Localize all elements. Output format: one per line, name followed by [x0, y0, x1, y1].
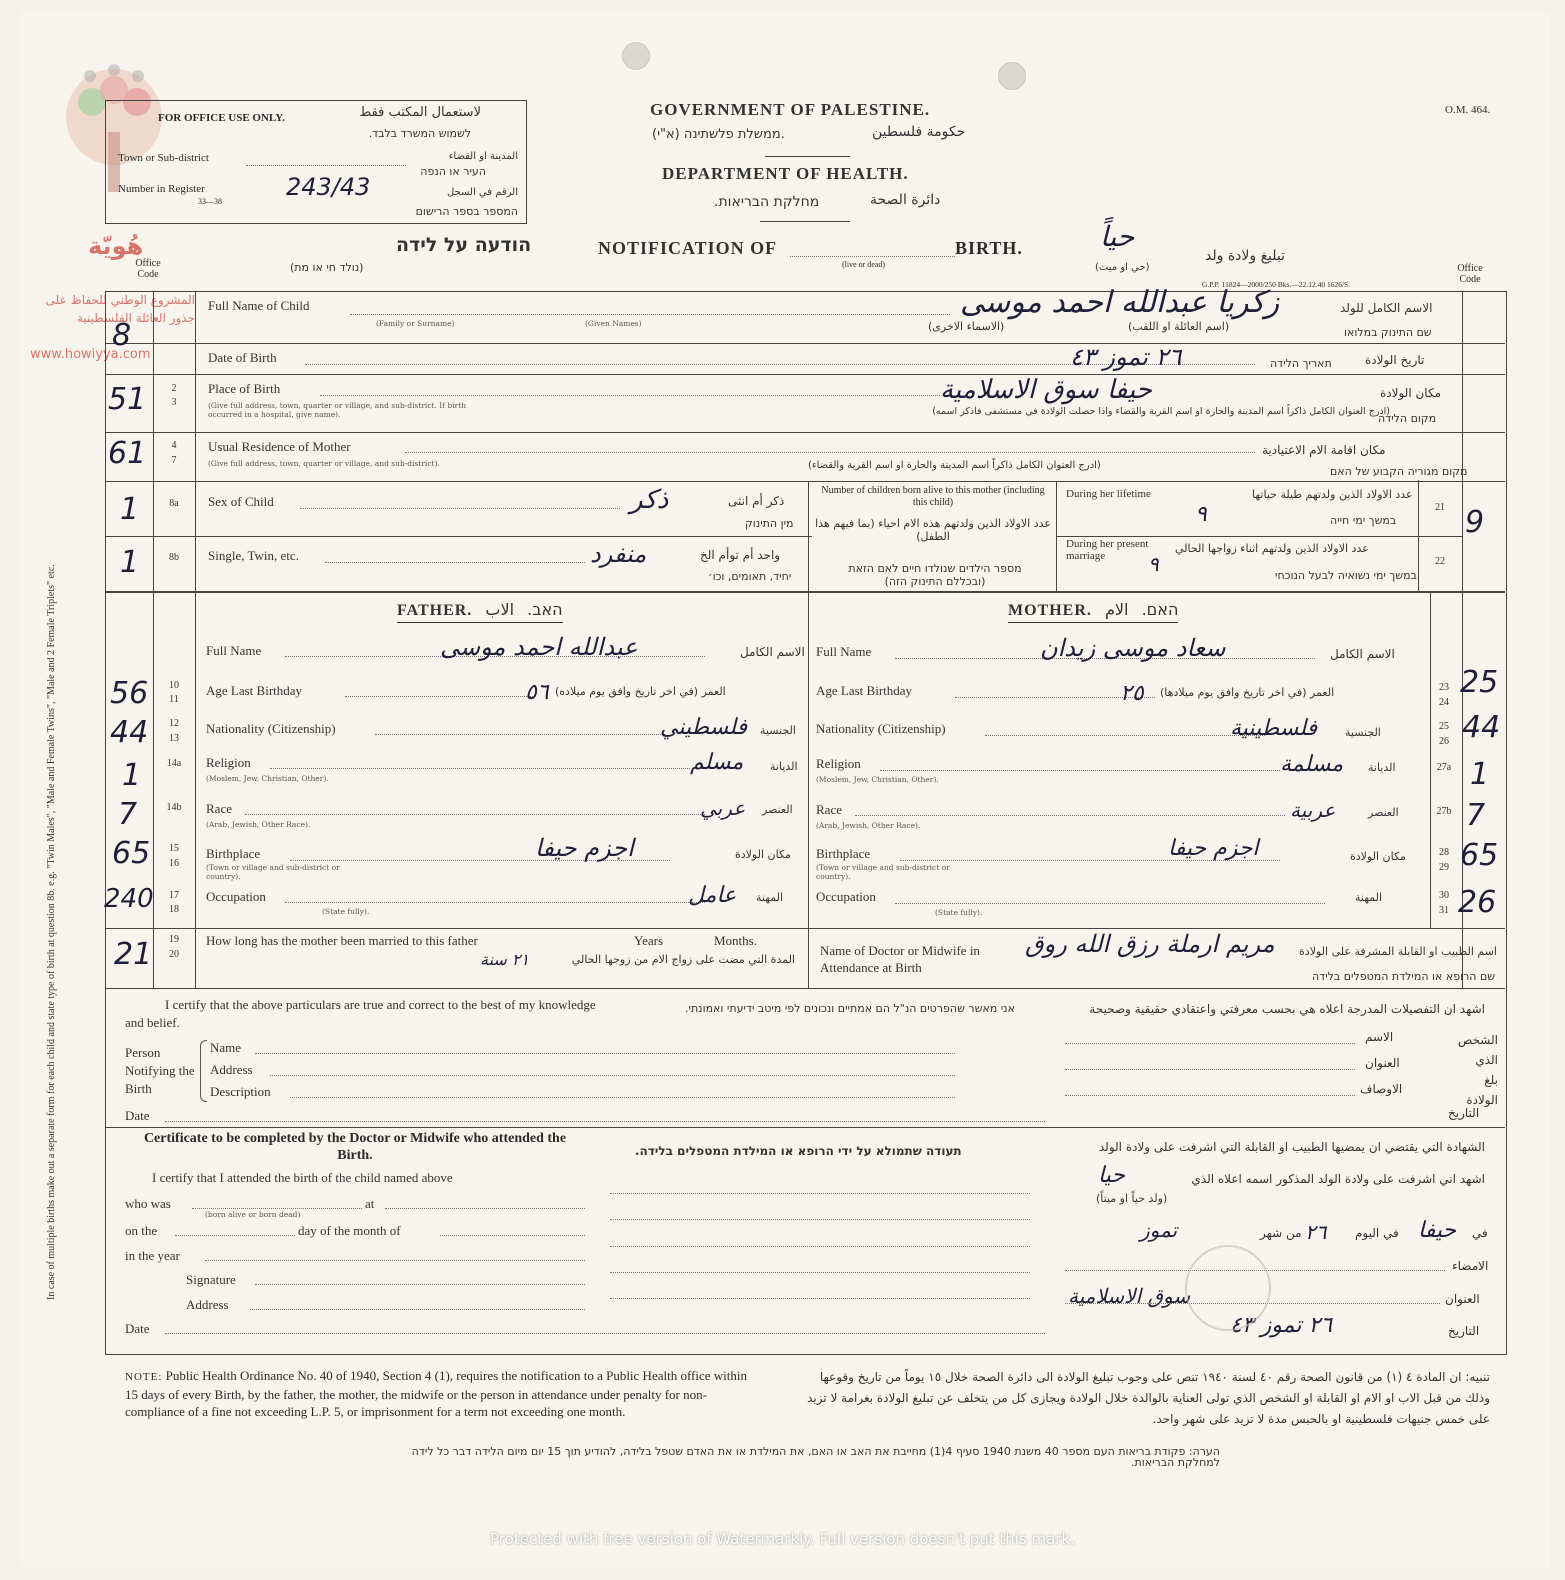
- certificate-month-value: تموز: [1140, 1218, 1178, 1242]
- code-27b: 27b: [1436, 806, 1452, 817]
- certify-date-label: Date: [125, 1108, 150, 1123]
- single-twin-value: منفرد: [590, 540, 647, 568]
- certificate-sign-ar: الامضاء: [1452, 1259, 1489, 1273]
- office-code-right: Office Code: [1457, 263, 1483, 285]
- code-18: 18: [169, 904, 179, 915]
- register-label-he: המספר בספר הרישום: [415, 205, 518, 218]
- father-nationality-label: Nationality (Citizenship): [206, 721, 336, 736]
- code-21: 21: [1435, 502, 1445, 513]
- margin-number: 56: [110, 676, 149, 711]
- sex-label-he: מין התינוק: [745, 517, 794, 530]
- print-info: G.P.P. 11824—2000/250 Bks.—22.12.40 1626/S.: [1202, 280, 1351, 289]
- father-heading-he: האב.: [527, 600, 563, 619]
- certificate-date-ar: التاريخ: [1448, 1324, 1480, 1338]
- code-23: 23: [1439, 682, 1449, 693]
- full-name-label: Full Name of Child: [208, 298, 310, 313]
- full-name-label-he: שם התינוק במלואו: [1344, 326, 1432, 339]
- certificate-title-ar: الشهادة التي يقتضي ان يمضيها الطبيب او القابلة التي اشرفت على ولادة الولد: [1098, 1140, 1485, 1154]
- father-religion-ar: الديانة: [770, 760, 798, 773]
- margin-number: 7: [118, 797, 138, 832]
- code-10: 10: [169, 680, 179, 691]
- margin-number: 26: [1458, 885, 1497, 920]
- certify-statement-he: אני מאשר שהפרטים הנ"ל הם אמתיים ונכונים לפי מיטב ידיעתי ואמונתי.: [685, 1002, 1015, 1015]
- marriage-label-he: במשך ימי נשואיה לבעל הנוכחי: [1275, 569, 1417, 582]
- mother-full-name-ar: الاسم الكامل: [1330, 647, 1395, 661]
- code-17: 17: [169, 890, 179, 901]
- mother-nationality-value: فلسطينية: [1230, 716, 1318, 741]
- code-2: 2: [171, 383, 177, 394]
- legal-note-label-ar: تنبيه:: [1465, 1370, 1490, 1384]
- notifier-name-label: Name: [210, 1040, 242, 1055]
- code-8b: 8b: [169, 552, 179, 563]
- certificate-month-ar: من شهر: [1260, 1226, 1302, 1240]
- certificate-alive-ar: (ولد حياً او ميتاً): [1096, 1192, 1168, 1205]
- town-label-ar: المدينة او القضاء: [448, 151, 518, 162]
- logo-tagline-1: المشروع الوطني للحفاظ على: [45, 293, 195, 307]
- mother-age-ar: العمر (في اخر تاريخ وافق يوم ميلادها): [1160, 686, 1335, 699]
- certify-statement-ar: اشهد ان التفصيلات المدرجة اعلاه هي بحسب معرفتي واعتقادي حقيقية وصحيحة: [1089, 1002, 1485, 1016]
- mother-age-label: Age Last Birthday: [816, 683, 913, 698]
- place-of-birth-label: Place of Birth: [208, 381, 281, 396]
- certificate-day-ar: في اليوم: [1355, 1226, 1399, 1240]
- office-use-box: [105, 100, 527, 224]
- code-8a: 8a: [169, 498, 179, 509]
- certificate-title: Certificate to be completed by the Doctor or Midwife who attended the Birth.: [143, 1131, 567, 1163]
- certificate-address: Address: [186, 1297, 229, 1312]
- father-heading-ar: الاب: [485, 600, 515, 619]
- code-20: 20: [169, 949, 179, 960]
- married-years-label: Years: [634, 933, 664, 948]
- father-religion-label: Religion: [206, 755, 251, 770]
- marriage-label-ar: عدد الاولاد الذين ولدتهم اثناء زواجها الحالي: [1175, 542, 1369, 555]
- father-heading: [397, 600, 563, 623]
- mother-birthplace-ar: مكان الولادة: [1350, 850, 1406, 863]
- doctor-label-ar: اسم الطبيب او القابلة المشرفة على الولادة: [1299, 945, 1497, 958]
- code-11: 11: [169, 694, 179, 705]
- notifier-description-label: Description: [210, 1084, 271, 1099]
- code-12: 12: [169, 718, 179, 729]
- town-label: Town or Sub-district: [118, 152, 209, 164]
- father-heading-en: FATHER.: [397, 602, 473, 619]
- logo-wordmark: هُويّة: [88, 232, 144, 260]
- mother-full-name-value: سعاد موسى زيدان: [1040, 634, 1226, 662]
- father-nationality-value: فلسطيني: [660, 715, 748, 740]
- margin-number: 61: [108, 436, 147, 471]
- father-race-value: عربي: [700, 796, 746, 820]
- mother-birthplace-value: اجزم حيفا: [1168, 836, 1259, 861]
- certificate-alive-value: حيا: [1098, 1163, 1125, 1188]
- code-26: 26: [1439, 736, 1449, 747]
- mother-occupation-hint: (State fully).: [935, 908, 983, 917]
- margin-number: 240: [104, 884, 154, 914]
- register-value: 243/43: [286, 173, 371, 201]
- family-name-hint-ar: (اسم العائلة او اللقب): [1128, 320, 1230, 333]
- father-birthplace-value: اجزم حيفا: [535, 834, 634, 862]
- father-full-name-label: Full Name: [206, 643, 262, 658]
- code-22: 22: [1435, 556, 1445, 567]
- office-use-title: FOR OFFICE USE ONLY.: [158, 112, 285, 124]
- mother-heading-ar: الام: [1104, 600, 1129, 619]
- residence-label: Usual Residence of Mother: [208, 439, 351, 454]
- notifier-person-ar: الشخص الذي بلغ الولادة: [1457, 1033, 1498, 1107]
- mother-occupation-label: Occupation: [816, 889, 876, 904]
- code-14b: 14b: [166, 802, 182, 813]
- person-notifying-label: Person Notifying the Birth: [125, 1045, 195, 1096]
- children-born-label-ar: عدد الاولاد الذين ولدتهم هذه الام احياء (بما فيهم هذا الطفل): [815, 517, 1051, 543]
- father-birthplace-hint: (Town or village and sub-district or country).: [206, 863, 340, 881]
- notification-title-he: הודעה על לידה: [396, 234, 532, 256]
- father-birthplace-label: Birthplace: [206, 846, 261, 861]
- birth-status-value: حياً: [1100, 220, 1135, 253]
- certificate-day-of: day of the month of: [298, 1223, 401, 1238]
- certificate-signature: Signature: [186, 1272, 236, 1287]
- certificate-title-he: תעודה שתמולא על ידי הרופא או המילדת המטפלים בלידה.: [635, 1144, 962, 1158]
- father-age-ar: العمر (في اخر تاريخ وافق يوم ميلاده): [555, 685, 726, 698]
- legal-note-he: הערה: פקודת בריאות העם מספר 40 משנת 1940 סעיף 4(1) מחייבת את האב או האם, את המילדת או את האדם שטפל בלידה, להודיע תוך 15 יום מיום הלידה דבר כל לידה למחלקת הבריאות.: [411, 1445, 1220, 1469]
- sex-label: Sex of Child: [208, 494, 274, 509]
- margin-number: 65: [112, 836, 151, 871]
- married-duration-value: ٢١ سنة: [480, 950, 530, 969]
- father-race-ar: العنصر: [762, 803, 793, 816]
- register-label-ar: الرقم في السجل: [446, 187, 518, 198]
- mother-nationality-label: Nationality (Citizenship): [816, 721, 946, 736]
- doctor-label: Name of Doctor or Midwife in Attendance at Birth: [820, 943, 980, 975]
- father-religion-hint: (Moslem, Jew, Christian, Other).: [206, 774, 329, 783]
- margin-number: 1: [120, 492, 140, 527]
- dob-label-ar: تاريخ الولادة: [1365, 353, 1425, 367]
- place-of-birth-hint-ar: (ادرج العنوان الكامل ذاكراً اسم المدينة والحارة او اسم القرية والقضاء واذا حصلت الولادة في مستشفى فاذكر اسمه): [932, 406, 1390, 417]
- certificate-place-value: حيفا: [1418, 1218, 1457, 1243]
- mother-heading-en: MOTHER.: [1008, 602, 1092, 619]
- certificate-born-alive-hint: (born alive or born dead): [205, 1210, 301, 1219]
- residence-hint: (Give full address, town, quarter or village, and sub-district).: [208, 459, 440, 468]
- lifetime-label-ar: عدد الاولاد الذين ولدتهم طيلة حياتها: [1252, 488, 1413, 501]
- place-of-birth-value: حيفا سوق الاسلامية: [940, 375, 1152, 405]
- margin-number: 8: [112, 318, 132, 353]
- lifetime-value: ٩: [1195, 502, 1207, 527]
- dob-label: Date of Birth: [208, 350, 277, 365]
- children-born-label-he: מספר הילדים שנולדו חיים לאם הזאת (ובכללם התינוק הזה): [848, 562, 1022, 588]
- punch-hole: [998, 62, 1026, 90]
- department-title: DEPARTMENT OF HEALTH.: [662, 164, 909, 183]
- margin-number: 44: [110, 715, 149, 750]
- place-of-birth-label-he: מקום הלידה: [1378, 412, 1437, 425]
- certificate-address-ar: العنوان: [1445, 1292, 1480, 1306]
- notification-title-ar-paren: (حي او ميت): [1095, 262, 1150, 273]
- live-or-dead-he: (נולד חי או מת): [290, 261, 364, 274]
- mother-heading-he: האם.: [1141, 600, 1179, 619]
- mother-race-hint: (Arab, Jewish, Other Race).: [816, 821, 921, 830]
- single-twin-label-he: יחיד, תאומים, וכו׳: [708, 570, 792, 583]
- child-full-name-value: زكريا عبدالله احمد موسى: [960, 285, 1280, 320]
- doctor-name-value: مريم ارملة رزق الله روق: [1025, 930, 1275, 958]
- office-use-title-ar: لاستعمال المكتب فقط: [359, 105, 481, 120]
- children-born-label: Number of children born alive to this mother (including this child): [821, 485, 1045, 508]
- marriage-value: ٩: [1148, 552, 1159, 576]
- certificate-who-was: who was: [125, 1196, 171, 1211]
- marriage-label: During her present marriage: [1066, 538, 1149, 562]
- mother-birthplace-label: Birthplace: [816, 846, 871, 861]
- sex-value: ذكر: [630, 485, 669, 515]
- code-3: 3: [171, 397, 177, 408]
- certificate-address-value: سوق الاسلامية: [1068, 1284, 1191, 1308]
- place-of-birth-hint: (Give full address, town, quarter or village, and sub-district. If birth occurred in a hospital, give name).: [208, 401, 467, 419]
- dob-label-he: תאריך הלידה: [1270, 357, 1332, 370]
- family-name-hint: (Family or Surname): [376, 319, 455, 328]
- margin-number: 1: [120, 545, 140, 580]
- certificate-on-the: on the: [125, 1223, 158, 1238]
- given-name-hint: (Given Names): [585, 319, 642, 328]
- certify-statement: I certify that the above particulars are true and correct to the best of my knowledge and belief.: [125, 997, 596, 1030]
- mother-religion-label: Religion: [816, 756, 861, 771]
- father-race-hint: (Arab, Jewish, Other Race).: [206, 820, 311, 829]
- mother-nationality-ar: الجنسية: [1345, 726, 1381, 739]
- father-full-name-ar: الاسم الكامل: [740, 645, 805, 659]
- mother-occupation-ar: المهنة: [1355, 891, 1383, 904]
- certificate-date: Date: [125, 1321, 150, 1336]
- single-twin-label-ar: واحد أم توأم الخ: [700, 548, 781, 562]
- father-nationality-ar: الجنسية: [760, 724, 796, 737]
- code-7: 7: [171, 455, 177, 466]
- government-title-ar: حكومة فلسطين: [872, 124, 966, 140]
- certificate-at: at: [365, 1196, 375, 1211]
- sex-label-ar: ذكر أم انثى: [728, 494, 785, 508]
- lifetime-label-he: במשך ימי חייה: [1330, 514, 1397, 527]
- father-age-value: ٥٦: [525, 680, 549, 705]
- form-code: O.M. 464.: [1445, 104, 1491, 116]
- office-use-title-he: לשמוש המשרד בלבד.: [368, 127, 471, 140]
- watermark-text: Protected with free version of Watermarkly. Full version doesn't put this mark.: [490, 1530, 1075, 1548]
- married-duration-label: How long has the mother been married to this father: [206, 933, 478, 948]
- code-16: 16: [169, 858, 179, 869]
- margin-number: 7: [1466, 798, 1486, 833]
- code-25: 25: [1439, 721, 1449, 732]
- notifier-name-ar: الاسم: [1365, 1030, 1394, 1044]
- code-31: 31: [1439, 905, 1449, 916]
- father-occupation-label: Occupation: [206, 889, 266, 904]
- department-title-he: מחלקת הבריאות.: [714, 194, 820, 210]
- legal-note-ar: [800, 1367, 1490, 1430]
- mother-race-ar: العنصر: [1368, 806, 1399, 819]
- mother-full-name-label: Full Name: [816, 644, 872, 659]
- live-or-dead-label: (live or dead): [842, 260, 886, 269]
- margin-number: 65: [1460, 838, 1499, 873]
- certify-date-ar: التاريخ: [1448, 1106, 1480, 1120]
- code-19: 19: [169, 934, 179, 945]
- given-name-hint-ar: (الاسماء الاخرى): [928, 320, 1005, 333]
- government-title: GOVERNMENT OF PALESTINE.: [650, 100, 931, 119]
- residence-label-ar: مكان اقامة الام الاعتيادية: [1262, 443, 1386, 457]
- code-24: 24: [1439, 697, 1449, 708]
- father-race-label: Race: [206, 801, 232, 816]
- father-age-label: Age Last Birthday: [206, 683, 303, 698]
- mother-religion-hint: (Moslem, Jew, Christian, Other).: [816, 775, 939, 784]
- margin-number: 21: [114, 937, 153, 972]
- father-occupation-hint: (State fully).: [322, 907, 370, 916]
- code-29: 29: [1439, 862, 1449, 873]
- single-twin-label: Single, Twin, etc.: [208, 548, 299, 563]
- margin-number: 25: [1460, 665, 1499, 700]
- margin-number: 1: [122, 758, 142, 793]
- place-of-birth-label-ar: مكان الولادة: [1380, 386, 1442, 400]
- certificate-date-value: ٢٦ تموز ٤٣: [1230, 1313, 1333, 1338]
- certificate-day-value: ٢٦: [1305, 1220, 1327, 1244]
- margin-number: 44: [1462, 710, 1501, 745]
- town-label-he: העיר או הנפה: [420, 165, 486, 178]
- punch-hole: [622, 42, 650, 70]
- office-code-left: Office Code: [135, 258, 161, 280]
- legal-note-label: NOTE:: [125, 1371, 163, 1383]
- logo-url: www.howiyya.com: [30, 347, 151, 362]
- notifier-desc-ar: الاوصاف: [1360, 1082, 1403, 1096]
- mother-birthplace-hint: (Town or village and sub-district or country).: [816, 863, 950, 881]
- notifier-address-label: Address: [210, 1062, 253, 1077]
- residence-label-he: מקום מגוריה הקבוע של האם: [1330, 465, 1468, 478]
- code-14a: 14a: [166, 758, 182, 769]
- official-seal-stamp: [1185, 1245, 1271, 1331]
- residence-hint-ar: (ادرج العنوان الكامل ذاكراً اسم المدينة والحارة او اسم القرية والقضاء): [808, 460, 1101, 471]
- father-occupation-value: عامل: [688, 883, 737, 908]
- code-15: 15: [169, 843, 179, 854]
- code-13: 13: [169, 733, 179, 744]
- margin-number: 51: [108, 382, 147, 417]
- father-religion-value: مسلم: [690, 750, 744, 775]
- legal-note-text: Public Health Ordinance No. 40 of 1940, Section 4 (1), requires the notification to a Public Health office within 15 days of every Birth, by the father, the mother, the midwife or the person in attendance under penalty for non-compliance of a fine not exceeding L.P. 5, or imprisonment for a term not exceeding one month.: [125, 1368, 748, 1419]
- mother-race-value: عربية: [1290, 798, 1336, 822]
- government-title-he: ממשלת פלשתינה (א"י).: [652, 127, 785, 142]
- lifetime-label: During her lifetime: [1066, 488, 1151, 500]
- code-27a: 27a: [1436, 762, 1452, 773]
- logo-tagline-2: جذور العائلة الفلسطينية: [77, 311, 195, 325]
- certificate-year: in the year: [125, 1248, 180, 1263]
- code-30: 30: [1439, 890, 1449, 901]
- father-full-name-value: عبدالله احمد موسى: [440, 633, 638, 661]
- mother-heading: [1008, 600, 1178, 623]
- margin-number: 9: [1465, 505, 1485, 540]
- multiple-births-note: In case of multiple births make out a separate form for each child and state type of birth at question 8b. e.g. "Twin Males", "Male and Female Twins", "Male and 2 Female Triplets" etc.: [46, 564, 57, 1300]
- certificate-line-ar: اشهد اني اشرفت على ولادة الولد المذكور اسمه اعلاه الذي: [1191, 1172, 1485, 1186]
- full-name-label-ar: الاسم الكامل للولد: [1340, 301, 1433, 315]
- code-4: 4: [171, 440, 177, 451]
- dob-value: ٢٦ تموز ٤٣: [1070, 343, 1182, 371]
- notifier-address-ar: العنوان: [1365, 1056, 1400, 1070]
- notification-title-ar: تبليغ ولادة ولد: [1205, 248, 1286, 264]
- code-28: 28: [1439, 847, 1449, 858]
- father-birthplace-ar: مكان الولادة: [735, 848, 791, 861]
- mother-age-value: ٢٥: [1120, 681, 1144, 706]
- department-title-ar: دائرة الصحة: [870, 192, 941, 208]
- certificate-line1: I certify that I attended the birth of the child named above: [152, 1170, 453, 1185]
- legal-note-text-ar: ان المادة ٤ (١) من قانون الصحة رقم ٤٠ لسنة ١٩٤٠ تنص على وجوب تبليغ الولادة الى دائرة الصحة خلال ١٥ يوماً من تاريخ وقوعها وذلك من قبل الاب او الام او القابلة او الشخص الذي تولى العناية بالوالدة خلال الولادة ويجازى كل من يتخلف عن تبليغ الولادة بغرامة لا تزيد على خمس جنيهات فلسطينية او بالحبس مدة لا تزيد على شهر واحد.: [807, 1370, 1490, 1426]
- married-duration-ar: المدة التي مضت على زواج الام من زوجها الحالي: [571, 953, 795, 966]
- register-label: Number in Register: [118, 183, 205, 195]
- father-occupation-ar: المهنة: [756, 891, 784, 904]
- register-range: 33—38: [198, 197, 222, 206]
- notification-title-en: NOTIFICATION OF: [598, 238, 778, 258]
- married-months-label: Months.: [714, 933, 757, 948]
- mother-religion-value: مسلمة: [1280, 752, 1344, 777]
- legal-note: [125, 1367, 760, 1420]
- mother-religion-ar: الديانة: [1368, 761, 1396, 774]
- notification-title-birth: BIRTH.: [955, 238, 1023, 258]
- certificate-in-ar: في: [1472, 1226, 1488, 1240]
- mother-race-label: Race: [816, 802, 842, 817]
- doctor-label-he: שם הרופא או המילדת המטפלים בלידה: [1312, 970, 1496, 983]
- margin-number: 1: [1470, 757, 1490, 792]
